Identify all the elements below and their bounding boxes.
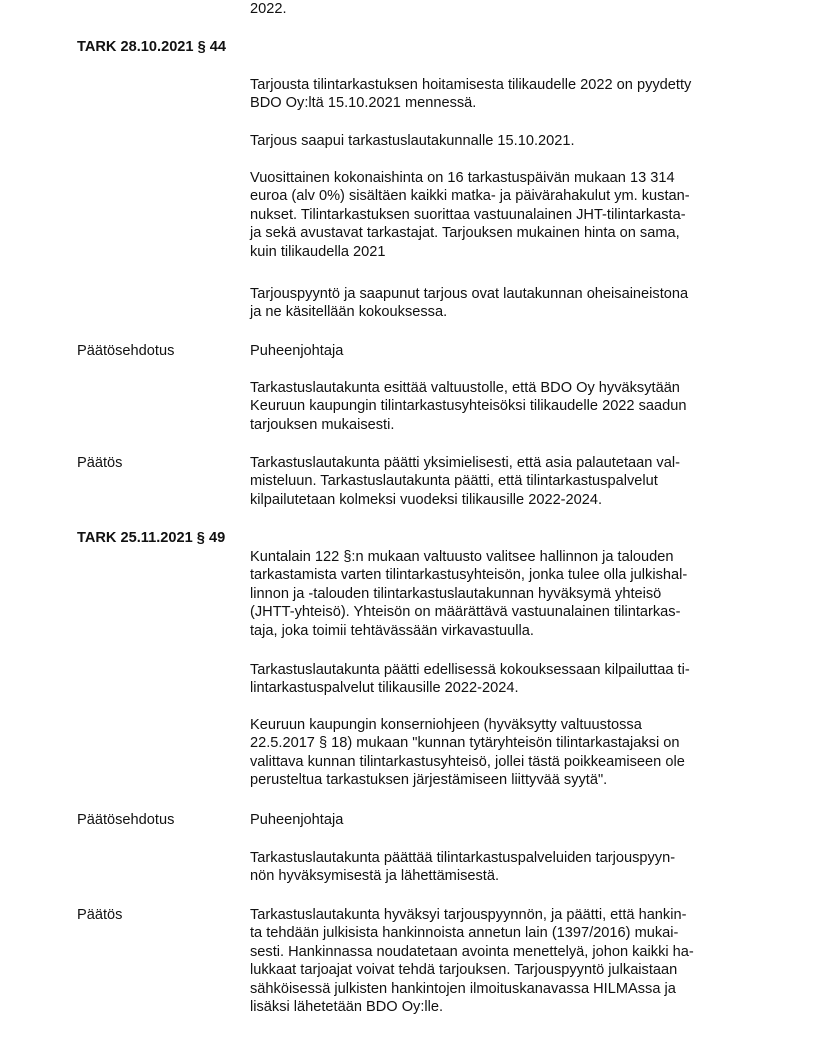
decision-text-1: Tarkastuslautakunta päätti yksimielisesti, että asia palautetaan val- misteluun. Tarkastuslautakunta päätti, että tilintarkastuspalvelut kilpailutetaan kolmeksi vuodeksi tilikausille 2022-2024. — [250, 455, 680, 508]
decision-text-2: Tarkastuslautakunta hyväksyi tarjouspyynnön, ja päätti, että hankin- ta tehdään julkisista hankinnoista annetun lain (1397/2016) mukai- sesti. Hankinnassa noudatetaan avointa menettelyä, johon kaikki ha- lukkaat tarjoajat voivat tehdä tarjouksen. Tarjouspyyntö julkaistaan sähköisessä julkisten hankintojen ilmoituskanavassa HILMAssa ja lisäksi lähetetään BDO Oy:lle. — [250, 907, 694, 1016]
paragraph-municipal-law: Kuntalain 122 §:n mukaan valtuusto valitsee hallinnon ja talouden tarkastamista varten tilintarkastusyhteisön, jonka tulee olla julkishal- linnon ja -talouden tilintarkastuslautakunnan hyväksymä yhteisö (JHTT-yhteisö). Yhteisön on määrättävä vastuunalainen tilintarkas- taja, joka toimii tehtävässään virkavastuulla. — [250, 549, 688, 639]
paragraph-group-guideline: Keuruun kaupungin konserniohjeen (hyväksytty valtuustossa 22.5.2017 § 18) mukaan "kunnan tytäryhteisön tilintarkastajaksi on valittava kunnan tilintarkastusyhteisö, jollei tästä poikkeamiseen ole perusteltua tarkastuksen järjestämiseen liittyvää syytä". — [250, 717, 685, 789]
paragraph-price: Vuosittainen kokonaishinta on 16 tarkastuspäivän mukaan 13 314 euroa (alv 0%) sisältäen kaikki matka- ja päivärahakulut ym. kustan- nukset. Tilintarkastuksen suorittaa vastuunalainen JHT-tilintarkasta- ja sekä avustavat tarkastajat. Tarjouksen mukainen hinta on sama, kuin tilikaudella 2021 — [250, 170, 690, 260]
proposal-label-1: Päätösehdotus — [77, 343, 175, 359]
proposal-presenter-2: Puheenjohtaja — [250, 812, 344, 828]
paragraph-request: Tarjousta tilintarkastuksen hoitamisesta tilikaudelle 2022 on pyydetty BDO Oy:ltä 15.10.2021 mennessä. — [250, 77, 692, 112]
decision-label-1: Päätös — [77, 455, 123, 471]
section-heading-1: TARK 28.10.2021 § 44 — [77, 39, 227, 55]
decision-label-2: Päätös — [77, 907, 123, 923]
proposal-presenter-1: Puheenjohtaja — [250, 343, 344, 359]
proposal-label-2: Päätösehdotus — [77, 812, 175, 828]
paragraph-offer-arrived: Tarjous saapui tarkastuslautakunnalle 15.10.2021. — [250, 133, 575, 149]
section-heading-2: TARK 25.11.2021 § 49 — [77, 530, 226, 546]
proposal-text-2: Tarkastuslautakunta päättää tilintarkastuspalveluiden tarjouspyyn- nön hyväksymisestä ja lähettämisestä. — [250, 850, 676, 885]
top-fragment: 2022. — [250, 1, 287, 17]
paragraph-materials: Tarjouspyyntö ja saapunut tarjous ovat lautakunnan oheisaineistona ja ne käsitellään kokouksessa. — [250, 286, 689, 321]
paragraph-previous-meeting: Tarkastuslautakunta päätti edellisessä kokouksessaan kilpailuttaa ti- lintarkastuspalvelut tilikausille 2022-2024. — [250, 662, 690, 697]
proposal-text-1: Tarkastuslautakunta esittää valtuustolle, että BDO Oy hyväksytään Keuruun kaupungin tilintarkastusyhteisöksi tilikaudelle 2022 saadun tarjouksen mukaisesti. — [250, 380, 687, 433]
